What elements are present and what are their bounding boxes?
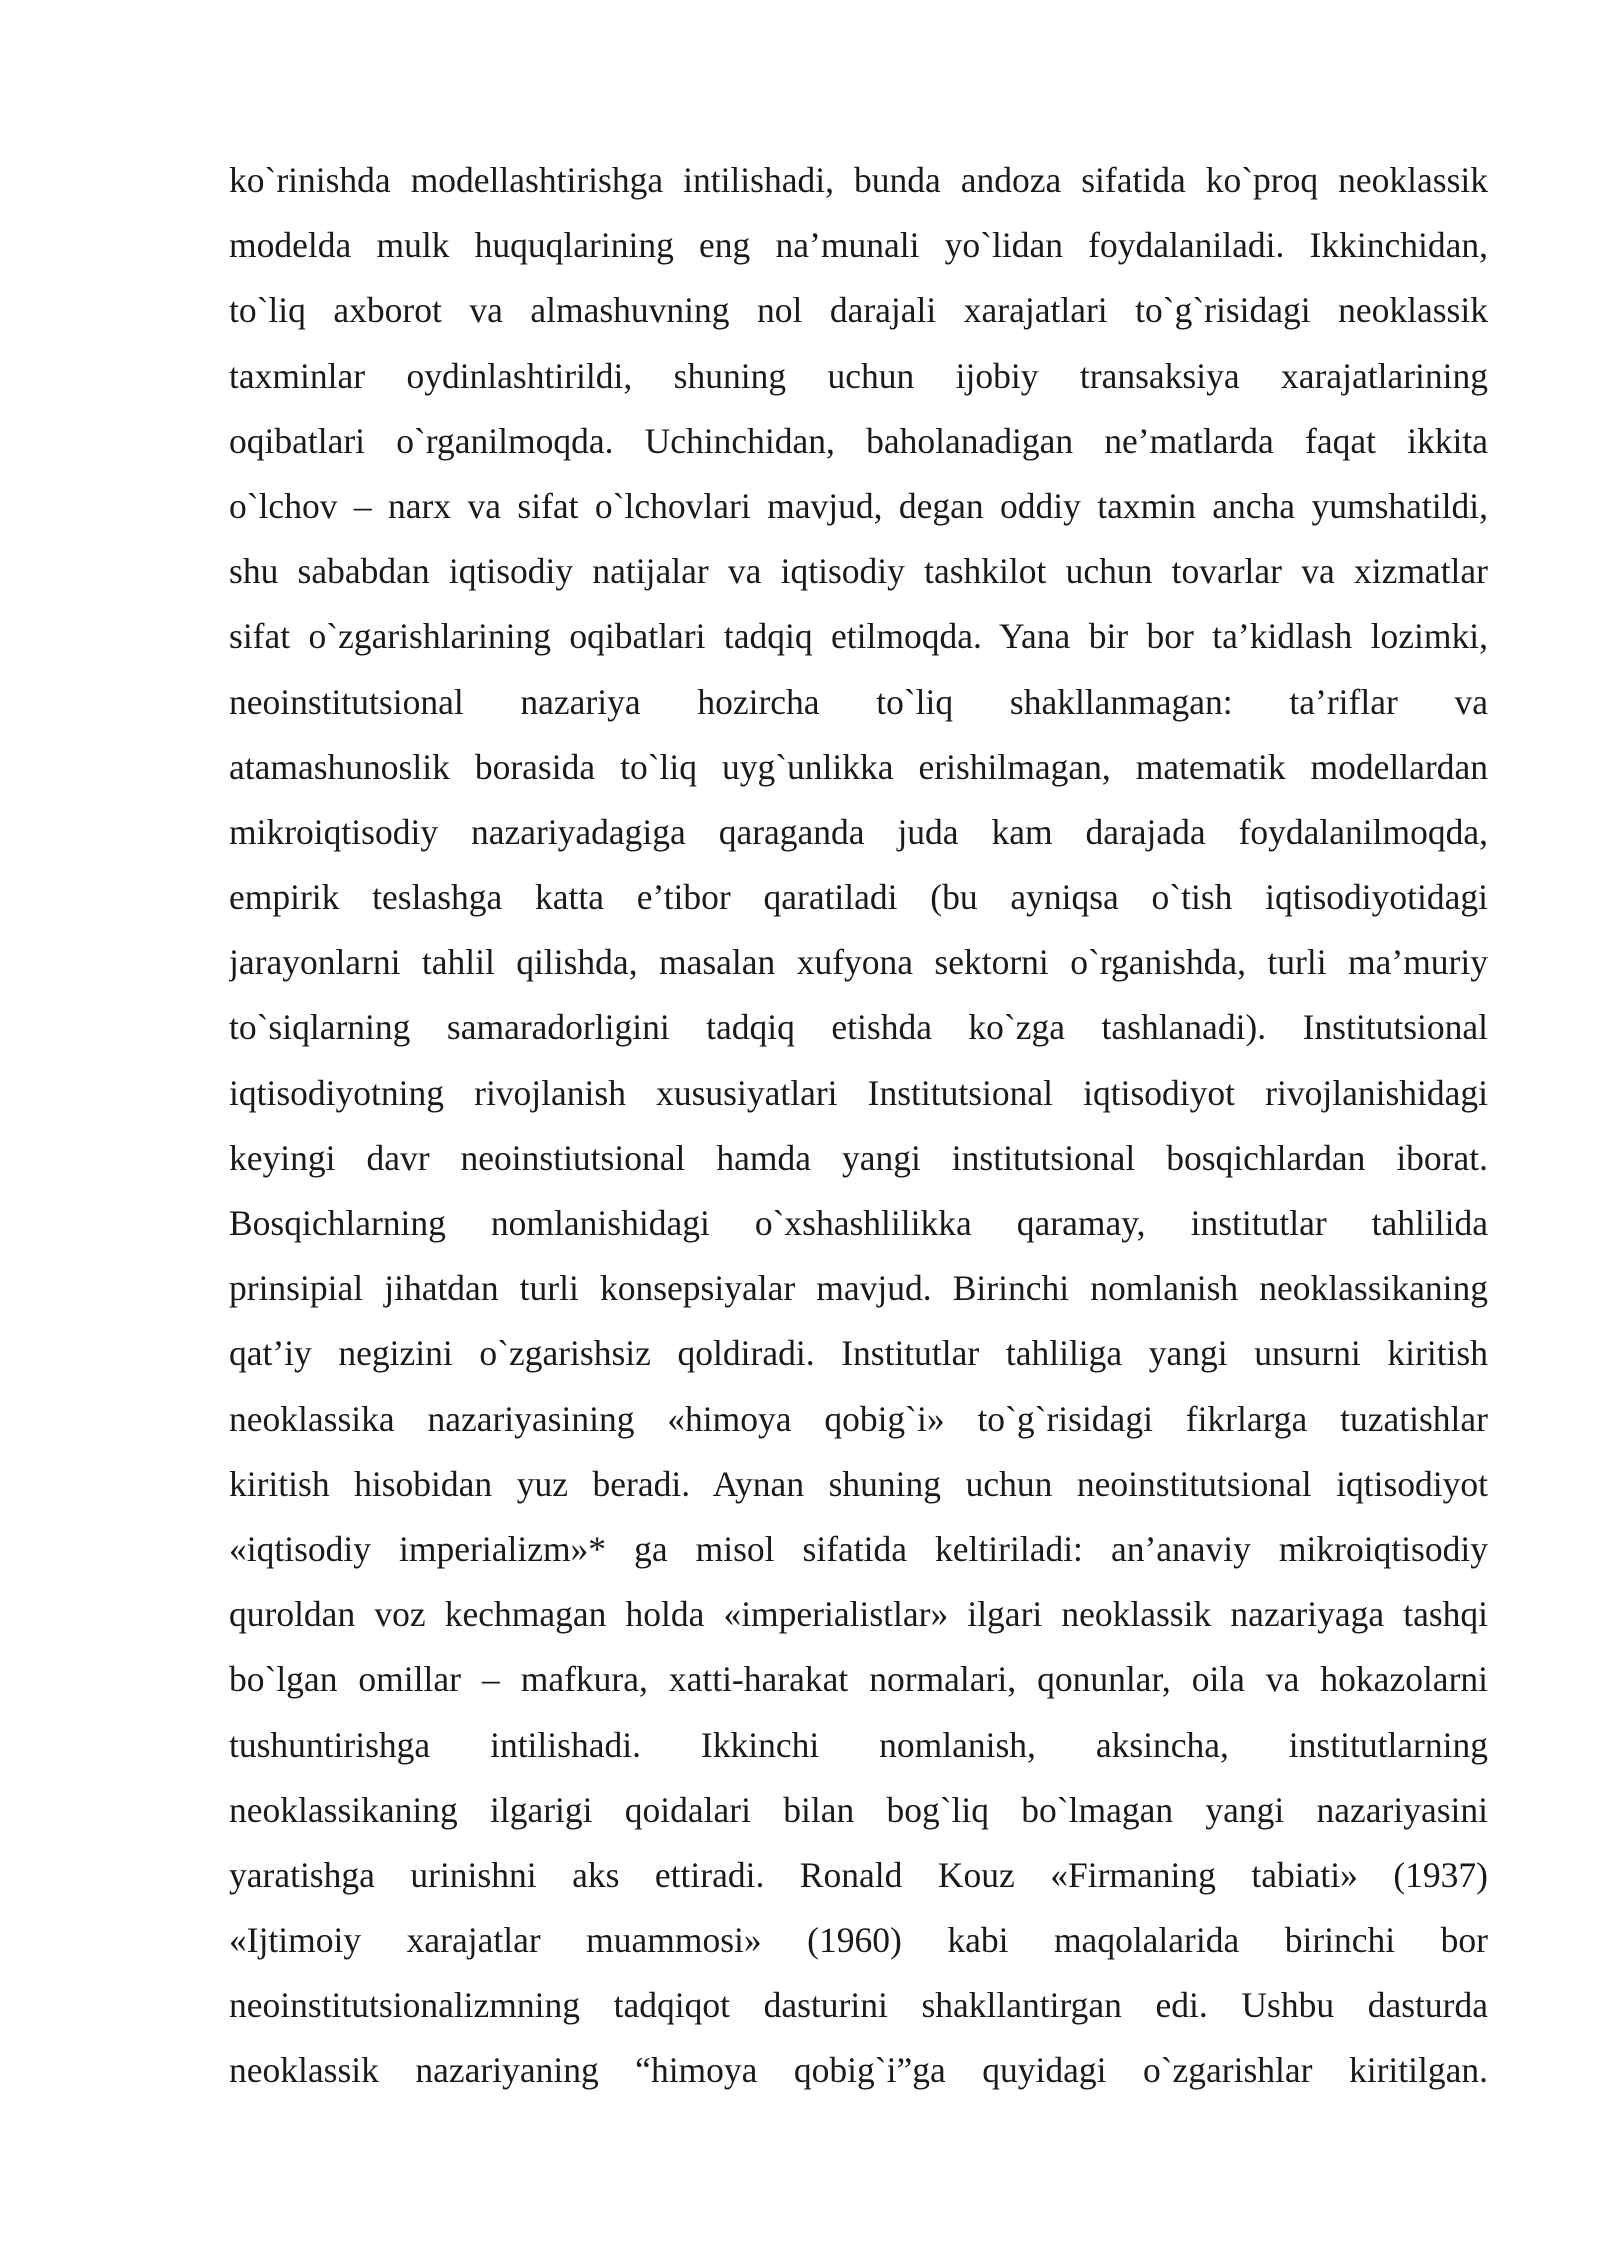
text-line: quroldan voz kechmagan holda «imperialistlar» ilgari neoklassik nazariyaga tashqi <box>229 1594 1488 1635</box>
text-line: neoklassik nazariyaning “himoya qobig`i”ga quyidagi o`zgarishlar kiritilgan. <box>229 2050 1488 2091</box>
text-line: neoklassika nazariyasining «himoya qobig`i» to`g`risidagi fikrlarga tuzatishlar <box>229 1398 1488 1439</box>
body-text <box>229 148 1488 2104</box>
text-line: modelda mulk huquqlarining eng na’munali yo`lidan foydalaniladi. Ikkinchidan, <box>229 225 1488 266</box>
text-line: qat’iy negizini o`zgarishsiz qoldiradi. Institutlar tahliliga yangi unsurni kiritish <box>229 1333 1488 1374</box>
text-line: sifat o`zgarishlarining oqibatlari tadqiq etilmoqda. Yana bir bor ta’kidlash lozimki, <box>229 616 1488 657</box>
text-line: to`siqlarning samaradorligini tadqiq etishda ko`zga tashlanadi). Institutsional <box>229 1007 1488 1048</box>
text-line: Bosqichlarning nomlanishidagi o`xshashlilikka qaramay, institutlar tahlilida <box>229 1203 1488 1243</box>
text-line: «iqtisodiy imperializm»* ga misol sifatida keltiriladi: an’anaviy mikroiqtisodiy <box>229 1528 1488 1569</box>
text-line: jarayonlarni tahlil qilishda, masalan xufyona sektorni o`rganishda, turli ma’muriy <box>229 942 1488 983</box>
text-line: neoinstitutsional nazariya hozircha to`liq shakllanmagan: ta’riflar va <box>229 681 1488 722</box>
text-line: oqibatlari o`rganilmoqda. Uchinchidan, baholanadigan ne’matlarda faqat ikkita <box>229 420 1488 461</box>
text-line: ko`rinishda modellashtirishga intilishadi, bunda andoza sifatida ko`proq neoklassik <box>229 160 1488 200</box>
text-line: kiritish hisobidan yuz beradi. Aynan shuning uchun neoinstitutsional iqtisodiyot <box>229 1463 1488 1504</box>
text-line: to`liq axborot va almashuvning nol darajali xarajatlari to`g`risidagi neoklassik <box>229 290 1488 331</box>
text-line: keyingi davr neoinstiutsional hamda yangi institutsional bosqichlardan iborat. <box>229 1137 1488 1178</box>
text-line: mikroiqtisodiy nazariyadagiga qaraganda juda kam darajada foydalanilmoqda, <box>229 811 1488 852</box>
text-line: «Ijtimoiy xarajatlar muammosi» (1960) kabi maqolalarida birinchi bor <box>229 1920 1488 1961</box>
text-line: prinsipial jihatdan turli konsepsiyalar mavjud. Birinchi nomlanish neoklassikaning <box>229 1268 1488 1309</box>
text-line: bo`lgan omillar – mafkura, xatti-harakat normalari, qonunlar, oila va hokazolarni <box>229 1659 1488 1700</box>
text-line: tushuntirishga intilishadi. Ikkinchi nomlanish, aksincha, institutlarning <box>229 1724 1488 1765</box>
text-line: atamashunoslik borasida to`liq uyg`unlikka erishilmagan, matematik modellardan <box>229 746 1488 787</box>
text-line: shu sababdan iqtisodiy natijalar va iqtisodiy tashkilot uchun tovarlar va xizmatlar <box>229 551 1488 592</box>
text-line: neoklassikaning ilgarigi qoidalari bilan bog`liq bo`lmagan yangi nazariyasini <box>229 1789 1488 1830</box>
text-line: yaratishga urinishni aks ettiradi. Ronald Kouz «Firmaning tabiati» (1937) <box>229 1854 1488 1895</box>
text-line: o`lchov – narx va sifat o`lchovlari mavjud, degan oddiy taxmin ancha yumshatildi, <box>229 485 1488 526</box>
text-line: iqtisodiyotning rivojlanish xususiyatlari Institutsional iqtisodiyot rivojlanishidagi <box>229 1072 1488 1113</box>
text-line: neoinstitutsionalizmning tadqiqot dasturini shakllantirgan edi. Ushbu dasturda <box>229 1985 1488 2026</box>
text-line: empirik teslashga katta e’tibor qaratiladi (bu ayniqsa o`tish iqtisodiyotidagi <box>229 877 1488 918</box>
text-line: taxminlar oydinlashtirildi, shuning uchun ijobiy transaksiya xarajatlarining <box>229 355 1488 396</box>
